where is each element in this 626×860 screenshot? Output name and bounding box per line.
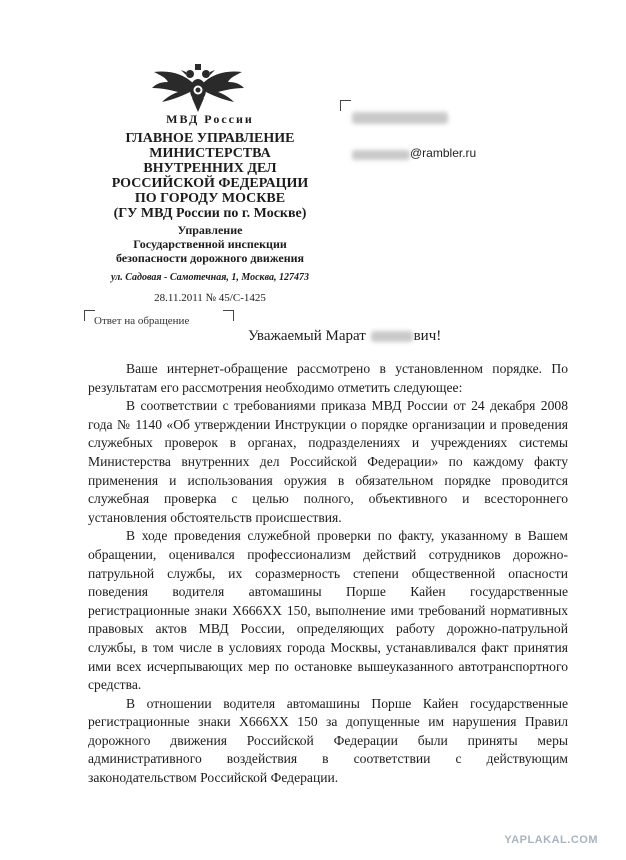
reply-reference — [84, 310, 234, 330]
organization-line: РОССИЙСКОЙ ФЕДЕРАЦИИ — [111, 176, 309, 191]
organization-name — [96, 131, 324, 221]
greeting-end: вич! — [413, 328, 442, 344]
organization-line: ВНУТРЕННИХ ДЕЛ — [143, 161, 277, 176]
department-line: безопасности дорожного движения — [115, 251, 305, 265]
site-watermark: YAPLAKAL.COM — [504, 834, 598, 846]
redacted-name — [352, 112, 448, 124]
redacted-patronymic — [371, 331, 413, 342]
department-line: Государственной инспекции — [133, 237, 287, 251]
reply-reference-text: Ответ на обращение — [94, 315, 190, 327]
address: ул. Садовая - Самотечная, 1, Москва, 127473 — [110, 272, 310, 283]
letterhead — [96, 112, 324, 306]
body-paragraph: Ваше интернет-обращение рассмотрено в установленном порядке. По результатам его рассмотрения необходимо отметить следующее: — [88, 361, 568, 395]
department-line: Управление — [177, 223, 243, 237]
addressee-block — [340, 100, 580, 180]
organization-line: МИНИСТЕРСТВА — [149, 146, 271, 161]
organization-line: ПО ГОРОДУ МОСКВЕ — [134, 191, 286, 206]
redacted-email-user — [352, 150, 410, 160]
organization-line: ГЛАВНОЕ УПРАВЛЕНИЕ — [125, 131, 295, 146]
letter-body — [88, 360, 568, 788]
body-paragraph: В ходе проведения служебной проверки по факту, указанному в Вашем обращении, оценивался профессионализм действий сотрудников дорожно-патрульной службы, их соразмерность степени общественной опасности поведения водителя автомашины Порше Кайен государственные регистрационные знаки Х666ХХ 150, выполнение ими требований нормативных правовых актов МВД России, определяющих работу дорожно-патрульной службы, в том числе в условиях города Москвы, устанавливался факт принятия ими всех исчерпывающих мер по остановке вышеуказанного автотранспортного средства. — [88, 528, 568, 693]
organization-line: (ГУ МВД России по г. Москве) — [113, 206, 307, 221]
email-domain: @rambler.ru — [410, 146, 477, 160]
corner-mark — [223, 310, 234, 321]
greeting — [248, 328, 441, 345]
greeting-start: Уважаемый Марат — [248, 328, 366, 344]
corner-mark — [340, 100, 351, 111]
ministry-name: МВД России — [166, 112, 254, 126]
body-paragraph: В соответствии с требованиями приказа МВД России от 24 декабря 2008 года № 1140 «Об утверждении Инструкции о порядке организации и проведения служебных проверок в органах, подразделениях и учреждениях системы Министерства внутренних дел Российской Федерации» по каждому факту применения и использования оружия в обязательном порядке проводится служебная проверка с целью полного, объективного и всестороннего установления обстоятельств происшествия. — [88, 398, 568, 525]
body-paragraph: В отношении водителя автомашины Порше Кайен государственные регистрационные знаки Х666ХХ 150 за допущенные им нарушения Правил дорожного движения Российской Федерации были приняты меры административного воздействия в соответствии с действующим законодательством Российской Федерации. — [88, 695, 568, 786]
department-name — [96, 223, 324, 265]
double-headed-eagle-emblem-icon — [148, 60, 248, 114]
date-number: 28.11.2011 № 45/С-1425 — [154, 292, 266, 304]
